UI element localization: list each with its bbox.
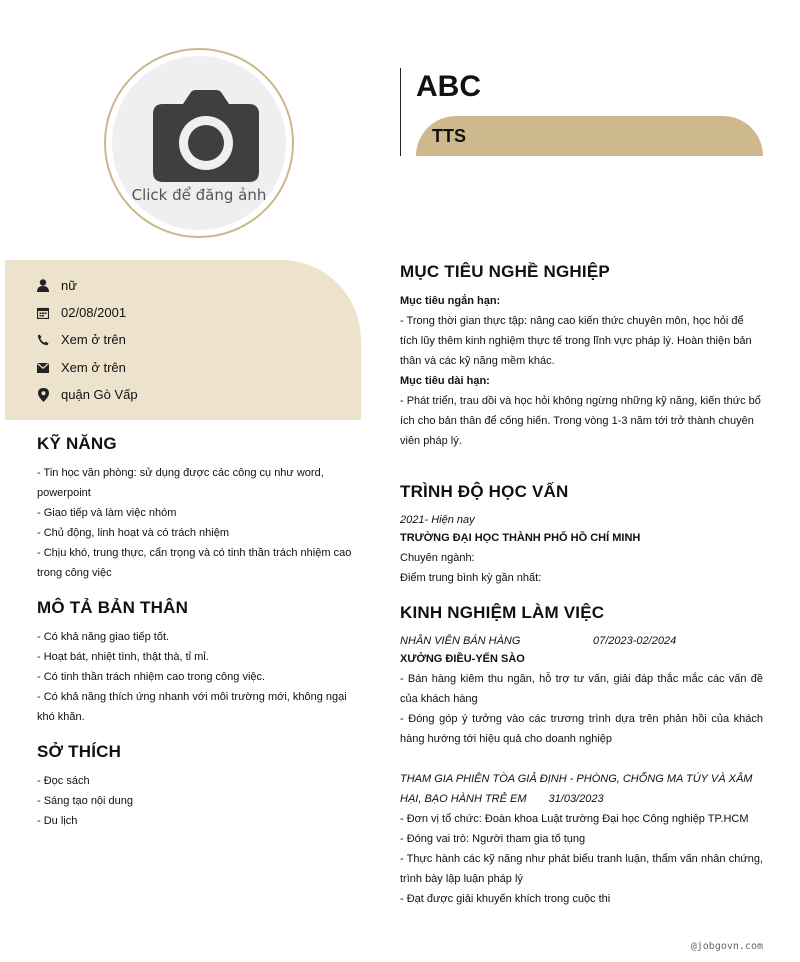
- birthday-row: [36, 305, 126, 320]
- list-item: - Đạt được giải khuyến khích trong cuộc thi: [400, 893, 611, 905]
- list-item: - Tin học văn phòng: sử dụng được các công cụ như word, powerpoint: [37, 467, 324, 499]
- list-item: - Bán hàng kiêm thu ngân, hỗ trợ tư vấn, giải đáp thắc mắc các vấn đề của khách hàng: [400, 673, 763, 705]
- list-item: - Có khả năng giao tiếp tốt.: [37, 631, 170, 643]
- calendar-icon: [36, 306, 50, 320]
- skills-list: [37, 463, 357, 583]
- candidate-name: ABC: [416, 70, 481, 103]
- list-item: - Đơn vị tổ chức: Đoàn khoa Luật trường Đại học Công nghiệp TP.HCM: [400, 813, 749, 825]
- short-term-label: Mục tiêu ngắn hạn:: [400, 295, 501, 307]
- list-item: - Chủ động, linh hoạt và có trách nhiệm: [37, 527, 230, 539]
- education-period: 2021- Hiện nay: [400, 514, 475, 526]
- camera-icon: [153, 90, 259, 182]
- position-banner: [416, 116, 763, 156]
- phone-row: [36, 332, 126, 347]
- list-item: - Giao tiếp và làm việc nhóm: [37, 507, 177, 519]
- short-term-text: - Trong thời gian thực tập: nâng cao kiến thức chuyên môn, học hỏi để tích lũy thêm kinh nghiệm thực tế trong lĩnh vực pháp lý. Hoàn thiện bản thân và các kỹ năng mềm khác.: [400, 315, 752, 367]
- long-term-label: Mục tiêu dài hạn:: [400, 375, 490, 387]
- birthday-value: 02/08/2001: [61, 305, 127, 320]
- gender-value: nữ: [61, 278, 77, 293]
- experience-title: KINH NGHIỆM LÀM VIỆC: [400, 603, 605, 622]
- position-title: TTS: [432, 125, 466, 146]
- footer-credit: @jobgovn.com: [690, 941, 763, 952]
- list-item: - Thực hành các kỹ năng như phát biểu tranh luận, thẩm vấn nhân chứng, trình bày lập luận pháp lý: [400, 853, 763, 885]
- job-period: 07/2023-02/2024: [593, 635, 677, 647]
- gender-row: [36, 278, 77, 293]
- long-term-text: - Phát triển, trau dồi và học hỏi không ngừng những kỹ năng, kiến thức bổ ích cho bản thân để cống hiến. Trong vòng 1-3 năm tới trở thành chuyên viên pháp lý.: [400, 395, 761, 447]
- list-item: - Đóng góp ý tưởng vào các trương trình dựa trên phản hồi của khách hàng hướng tới hiệu quả cho doanh nghiệp: [400, 713, 763, 745]
- skills-title: KỸ NĂNG: [37, 434, 117, 453]
- experience-content: [400, 631, 763, 909]
- spacer: [400, 749, 763, 769]
- list-item: - Sáng tạo nội dung: [37, 795, 134, 807]
- about-list: [37, 627, 357, 727]
- mail-icon: [36, 361, 50, 375]
- school-name: TRƯỜNG ĐẠI HỌC THÀNH PHỐ HỒ CHÍ MINH: [400, 532, 641, 544]
- objective-content: [400, 291, 763, 451]
- hobbies-list: [37, 771, 357, 831]
- address-row: [36, 387, 138, 402]
- list-item: - Có tinh thần trách nhiệm cao trong công việc.: [37, 671, 266, 683]
- upload-photo-label: Click để đăng ảnh: [131, 186, 267, 204]
- photo-area[interactable]: [112, 56, 286, 230]
- email-row: [36, 360, 126, 375]
- list-item: - Đọc sách: [37, 775, 90, 787]
- address-value: quận Gò Vấp: [61, 387, 138, 402]
- about-title: MÔ TẢ BẢN THÂN: [37, 598, 189, 617]
- major-label: Chuyên ngành:: [400, 552, 475, 564]
- job-period: 31/03/2023: [548, 793, 604, 805]
- hobbies-title: SỞ THÍCH: [37, 742, 122, 761]
- list-item: - Chịu khó, trung thực, cẩn trọng và có tinh thần trách nhiệm cao trong công việc: [37, 547, 352, 579]
- education-content: [400, 510, 763, 588]
- job-role: NHÂN VIÊN BÁN HÀNG: [400, 635, 521, 647]
- list-item: - Đóng vai trò: Người tham gia tố tụng: [400, 833, 586, 845]
- list-item: - Du lịch: [37, 815, 78, 827]
- education-title: TRÌNH ĐỘ HỌC VẤN: [400, 482, 569, 501]
- list-item: - Có khả năng thích ứng nhanh với môi trường mới, không ngại khó khăn.: [37, 691, 347, 723]
- profile-photo-placeholder[interactable]: [104, 48, 294, 238]
- location-icon: [36, 388, 50, 402]
- job-header: [400, 769, 763, 809]
- job-role: THAM GIA PHIÊN TÒA GIẢ ĐỊNH - PHÒNG, CHỐNG MA TÚY VÀ XÂM HẠI, BẠO HÀNH TRẺ EM: [400, 773, 753, 805]
- job-header: [400, 631, 763, 651]
- email-value: Xem ở trên: [61, 360, 126, 375]
- header-divider: [400, 68, 401, 156]
- job-company: XƯỞNG ĐIỀU-YẾN SÀO: [400, 653, 525, 665]
- person-icon: [36, 279, 50, 293]
- phone-value: Xem ở trên: [61, 332, 126, 347]
- list-item: - Hoạt bát, nhiệt tình, thật thà, tỉ mỉ.: [37, 651, 209, 663]
- objective-title: MỤC TIÊU NGHỀ NGHIỆP: [400, 262, 610, 281]
- gpa-label: Điểm trung bình kỳ gần nhất:: [400, 572, 542, 584]
- phone-icon: [36, 333, 50, 347]
